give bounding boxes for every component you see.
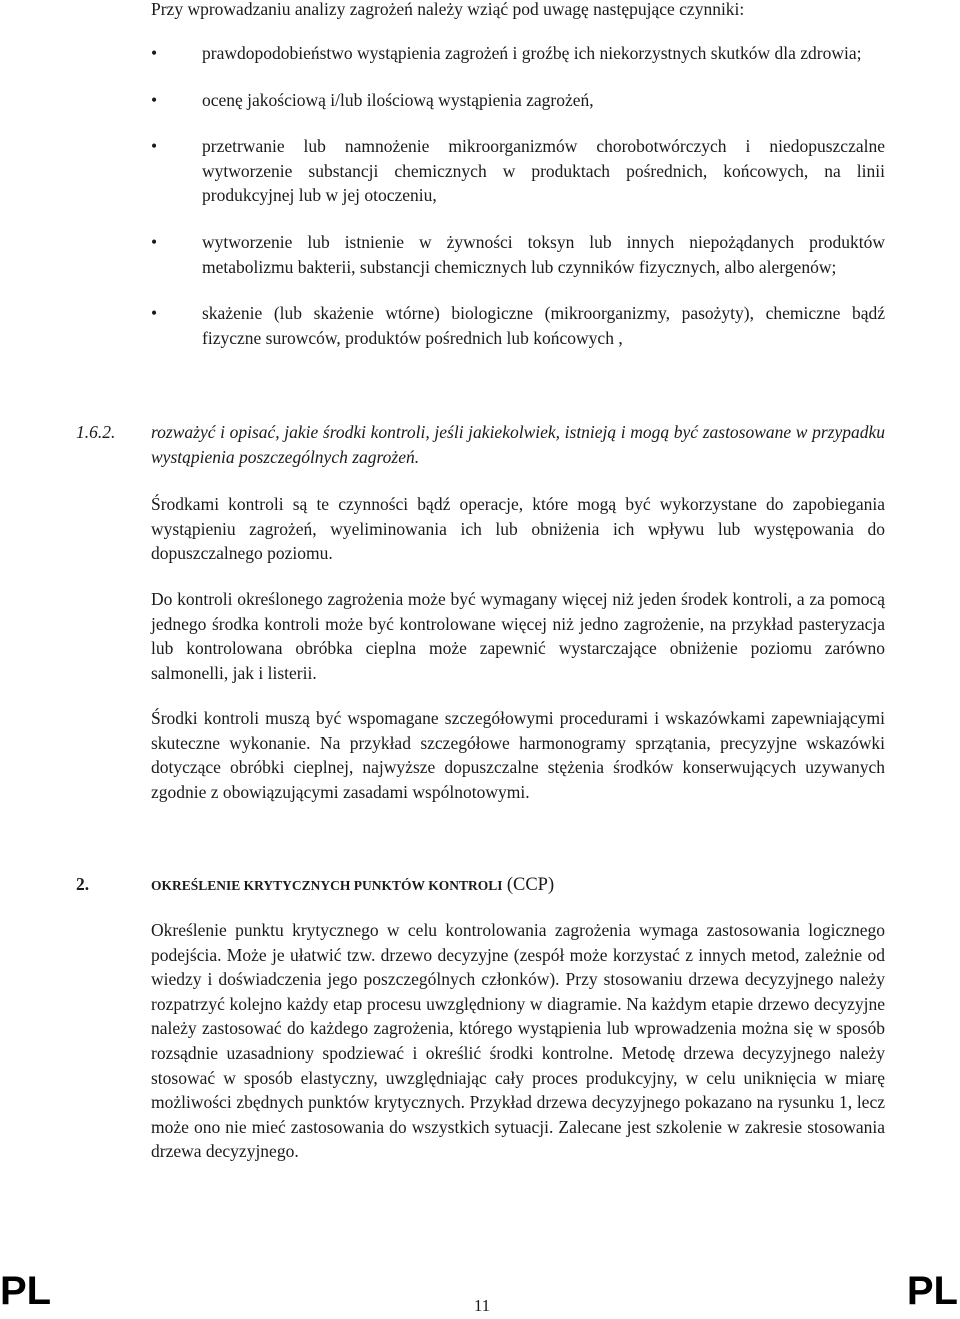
list-item-text: ocenę jakościową i/lub ilościową wystąpienia zagrożeń, [202, 89, 594, 110]
list-item [0, 41, 960, 66]
paragraph: Środki kontroli muszą być wspomagane szczegółowymi procedurami i wskazówkami zapewniającymi skuteczne wykonanie. Na przykład szczegółowe harmonogramy sprzątania, precyzyjne wskazówki dotyczące obróbki cieplnej, najwyższe dopuszczalne stężenia środków konserwujących uzywanych zgodnie z obowiązującymi zasadami wspólnotowymi. [151, 708, 885, 802]
bullet-icon: • [151, 89, 158, 110]
section-2-text: Określenie punktu krytycznego w celu kontrolowania zagrożenia wymaga zastosowania logicznego podejścia. Może je ułatwić tzw. drzewo decyzyjne (zespół może korzystać z innych metod, zależnie od wiedzy i doświadczenia jego poszczególnych członków). Przy stosowaniu drzewa decyzyjnego należy rozpatrzyć kolejno każdy etap procesu uwzględniony w diagramie. Na każdym etapie drzewo decyzyjne należy zastosować do każdego zagrożenia, którego wystąpienia lub wprowadzenia można się w sposób rozsądnie uzasadniony spodziewać i określić środki kontrolne. Metodę drzewa decyzyjnego należy stosować w sposób elastyczny, uwzględniając cały proces produkcyjny, w celu uniknięcia w miarę możliwości zbędnych punktów krytycznych. Przykład drzewa decyzyjnego pokazano na rysunku 1, lecz może ono nie mieć zastosowania do wszystkich sytuacji. Zalecane jest szkolenie w zakresie stosowania drzewa decyzyjnego. [151, 920, 885, 1162]
intro-text: Przy wprowadzaniu analizy zagrożeń należy wziąć pod uwagę następujące czynniki: [151, 0, 745, 19]
list-item-text: prawdopodobieństwo wystąpienia zagrożeń i groźbę ich niekorzystnych skutków dla zdrowia; [202, 43, 862, 63]
section-text: rozważyć i opisać, jakie środki kontroli, jeśli jakiekolwiek, istnieją i mogą być zastosowane w przypadku wystąpienia poszczególnych zagrożeń. [151, 422, 885, 467]
bullet-icon: • [151, 136, 158, 157]
paragraph: Środkami kontroli są te czynności bądź operacje, które mogą być wykorzystane do zapobiegania wystąpieniu zagrożeń, wyeliminowania ich lub obniżenia ich wpływu lub występowania do dopuszczalnego poziomu. [151, 494, 885, 564]
factor-list [0, 41, 960, 372]
list-item [0, 230, 960, 279]
list-item [0, 88, 960, 113]
list-item-text: skażenie (lub skażenie wtórne) biologiczne (mikroorganizmy, pasożyty), chemiczne bądź fizyczne surowców, produktów pośrednich lub końcowych , [202, 303, 885, 348]
section-1-6-2 [0, 420, 960, 469]
bullet-icon: • [151, 43, 158, 63]
list-item-text: wytworzenie lub istnienie w żywności toksyn lub innych niepożądanych produktów metabolizmu bakterii, substancji chemicznych lub czynników fizycznych, albo alergenów; [202, 231, 885, 277]
section-title [151, 872, 554, 899]
section-number: 1.6.2. [76, 422, 116, 442]
bullet-icon: • [151, 231, 158, 252]
paragraph: Do kontroli określonego zagrożenia może być wymagany więcej niż jeden środek kontroli, a za pomocą jednego środka kontroli może być kontrolowane więcej niż jedno zagrożenie, na przykład pasteryzacja lub kontrolowana obróbka cieplna może zapewnić wystarczające obniżenie poziomu zarówno salmonelli, jak i listerii. [151, 589, 885, 683]
section-title-abbreviation: (CCP) [506, 875, 555, 895]
section-number: 2. [76, 874, 90, 894]
bullet-icon: • [151, 303, 158, 324]
list-item [0, 301, 960, 350]
section-title-text: OKREŚLENIE KRYTYCZNYCH PUNKTÓW KONTROLI [151, 878, 503, 893]
list-item-text: przetrwanie lub namnożenie mikroorganizmów chorobotwórczych i niedopuszczalne wytworzenie substancji chemicznych w produktach pośrednich, końcowych, na linii produkcyjnej lub w jej otoczeniu, [202, 136, 885, 206]
page-number: 11 [473, 1296, 491, 1315]
list-item [0, 134, 960, 208]
language-label-left: PL [0, 1269, 52, 1313]
language-label-right: PL [906, 1269, 958, 1313]
